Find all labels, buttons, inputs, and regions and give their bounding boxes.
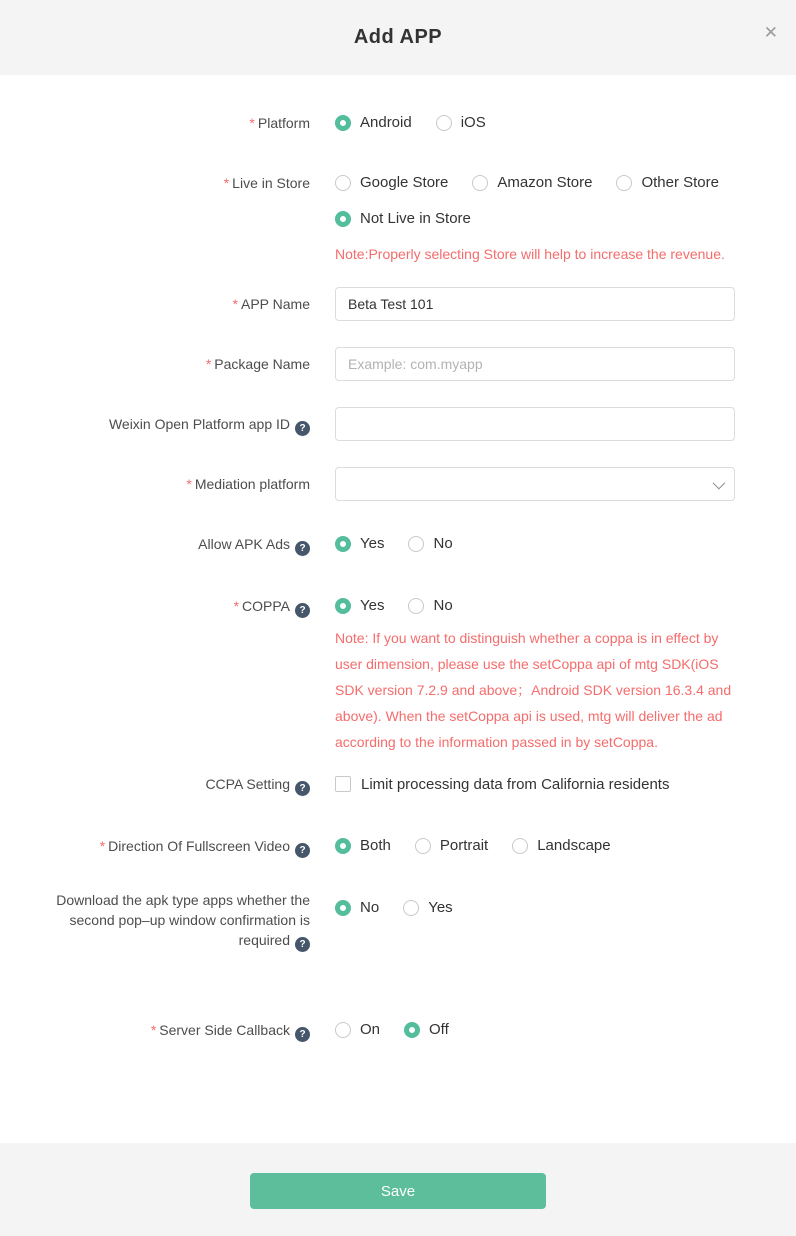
radio-direction-both[interactable]: Both [335, 836, 391, 856]
radio-unselected-icon [512, 838, 528, 854]
radio-not-live-in-store[interactable]: Not Live in Store [335, 209, 471, 229]
radio-coppa-yes[interactable]: Yes [335, 596, 384, 616]
radio-unselected-icon [472, 175, 488, 191]
help-icon[interactable]: ? [295, 937, 310, 952]
required-mark: * [150, 1022, 157, 1038]
package-name-input[interactable] [335, 347, 735, 381]
coppa-note: Note: If you want to distinguish whether a coppa is in effect by user dimension, please use the setCoppa api of mtg SDK(iOS SDK version 7.2.9 and above；Android SDK version 16.3.4 and above). When the setCoppa api is used, mtg will deliver the ad according to the information passed in by setCoppa. [335, 630, 732, 750]
form-row-server-side-callback [0, 1020, 796, 1042]
chevron-down-icon [713, 476, 726, 489]
radio-coppa-no[interactable]: No [408, 596, 452, 616]
required-mark: * [233, 598, 240, 614]
radio-platform-ios[interactable]: iOS [436, 113, 486, 133]
radio-selected-icon [335, 838, 351, 854]
radio-unselected-icon [616, 175, 632, 191]
modal-title: Add APP [353, 26, 443, 48]
close-button[interactable] [764, 24, 778, 41]
radio-callback-on[interactable]: On [335, 1020, 380, 1040]
form-row-fullscreen-video-direction [0, 836, 796, 858]
radio-apk-confirm-yes[interactable]: Yes [403, 898, 452, 918]
help-icon[interactable]: ? [295, 781, 310, 796]
allow-apk-ads-label: Allow APK Ads ? [0, 534, 310, 556]
ccpa-checkbox-option[interactable] [335, 774, 796, 794]
ccpa-checkbox[interactable] [335, 776, 351, 792]
radio-unselected-icon [415, 838, 431, 854]
form-row-mediation-platform [0, 467, 796, 501]
radio-apk-confirm-no[interactable]: No [335, 898, 379, 918]
radio-direction-landscape[interactable]: Landscape [512, 836, 610, 856]
form-row-coppa [0, 596, 796, 755]
required-mark: * [99, 838, 106, 854]
form-row-weixin-app-id [0, 407, 796, 441]
radio-unselected-icon [335, 1022, 351, 1038]
weixin-app-id-input[interactable] [335, 407, 735, 441]
radio-callback-off[interactable]: Off [404, 1020, 449, 1040]
radio-selected-icon [335, 598, 351, 614]
add-app-form [0, 75, 796, 1104]
radio-google-store[interactable]: Google Store [335, 173, 448, 193]
radio-selected-icon [335, 536, 351, 552]
help-icon[interactable]: ? [295, 421, 310, 436]
server-side-callback-label: * Server Side Callback ? [0, 1020, 310, 1042]
ccpa-checkbox-label: Limit processing data from California residents [361, 775, 670, 793]
apk-download-confirm-label: Download the apk type apps whether the second pop–up window confirmation is required ? [56, 892, 310, 950]
form-row-allow-apk-ads [0, 534, 796, 556]
help-icon[interactable]: ? [295, 603, 310, 618]
radio-selected-icon [335, 115, 351, 131]
form-row-apk-download-confirm [0, 890, 796, 952]
coppa-label: * COPPA ? [0, 596, 310, 618]
required-mark: * [223, 175, 230, 191]
mediation-platform-label: * Mediation platform [186, 476, 310, 492]
mediation-platform-select[interactable] [335, 467, 735, 501]
form-row-app-name [0, 287, 796, 321]
radio-selected-icon [335, 211, 351, 227]
radio-selected-icon [404, 1022, 420, 1038]
radio-unselected-icon [408, 536, 424, 552]
radio-unselected-icon [408, 598, 424, 614]
form-row-ccpa [0, 774, 796, 796]
form-row-package-name [0, 347, 796, 381]
help-icon[interactable]: ? [295, 541, 310, 556]
weixin-app-id-label: Weixin Open Platform app ID ? [0, 407, 310, 436]
save-button[interactable]: Save [250, 1173, 546, 1209]
required-mark: * [186, 476, 192, 492]
live-in-store-note: Note:Properly selecting Store will help to increase the revenue. [335, 246, 725, 262]
fullscreen-video-direction-label: * Direction Of Fullscreen Video ? [0, 836, 310, 858]
ccpa-label: CCPA Setting ? [0, 774, 310, 796]
close-icon: ✕ [763, 23, 778, 42]
radio-unselected-icon [335, 175, 351, 191]
radio-apk-ads-no[interactable]: No [408, 534, 452, 554]
form-row-live-in-store [0, 173, 796, 267]
required-mark: * [249, 115, 255, 131]
radio-apk-ads-yes[interactable]: Yes [335, 534, 384, 554]
live-in-store-label: * Live in Store [223, 175, 310, 191]
required-mark: * [205, 356, 212, 372]
radio-unselected-icon [436, 115, 452, 131]
radio-platform-android[interactable]: Android [335, 113, 412, 133]
form-row-platform [0, 113, 796, 133]
package-name-label: * Package Name [205, 356, 310, 372]
required-mark: * [232, 296, 238, 312]
help-icon[interactable]: ? [295, 843, 310, 858]
help-icon[interactable]: ? [295, 1027, 310, 1042]
platform-label: * Platform [249, 115, 310, 131]
modal-footer [0, 1143, 796, 1236]
app-name-input[interactable] [335, 287, 735, 321]
radio-direction-portrait[interactable]: Portrait [415, 836, 488, 856]
radio-amazon-store[interactable]: Amazon Store [472, 173, 592, 193]
radio-other-store[interactable]: Other Store [616, 173, 719, 193]
radio-selected-icon [335, 900, 351, 916]
radio-unselected-icon [403, 900, 419, 916]
app-name-label: * APP Name [232, 296, 310, 312]
modal-header [0, 0, 796, 75]
